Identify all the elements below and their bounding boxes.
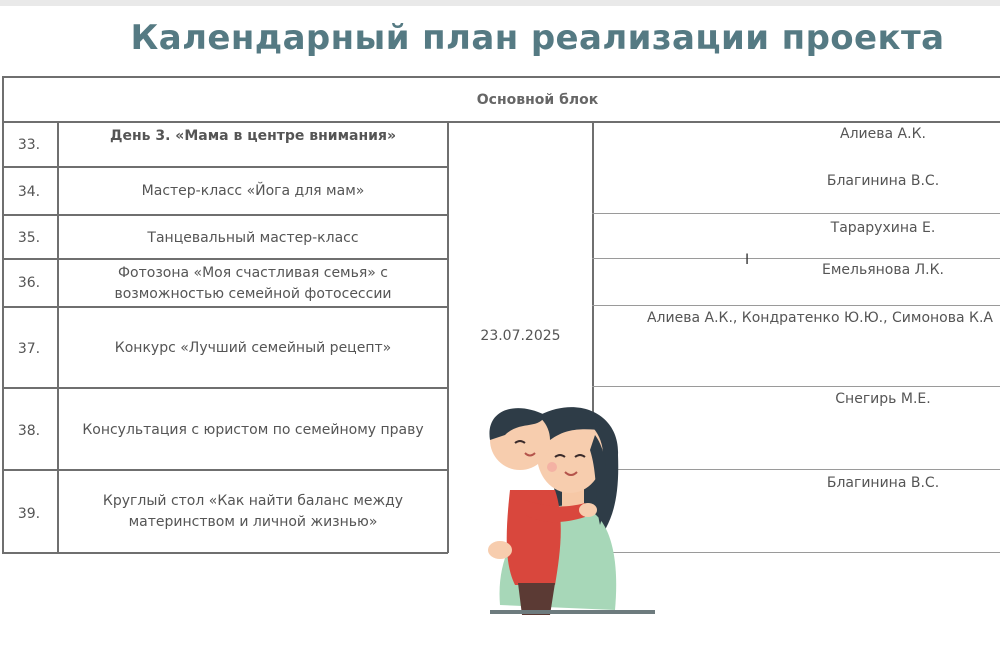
- row-line: [592, 386, 1000, 387]
- row-number: 38.: [17, 423, 41, 439]
- row-number: 36.: [17, 275, 41, 291]
- event-cell: Консультация с юристом по семейному праву: [82, 421, 424, 438]
- responsible-cell: Снегирь М.Е.: [835, 391, 931, 407]
- event-cell: Круглый стол «Как найти баланс между материнством и личной жизнью»: [102, 493, 404, 530]
- event-cell: Конкурс «Лучший семейный рецепт»: [114, 339, 392, 356]
- event-cell: Танцевальный мастер-класс: [147, 229, 359, 246]
- mother-hugging-child-illustration: [470, 395, 660, 625]
- row-number: 37.: [17, 341, 41, 357]
- table-bottom-border: [2, 552, 448, 554]
- responsible-cell: Алиева А.К., Кондратенко Ю.Ю., Симонова К.А: [646, 310, 993, 326]
- row-number: 33.: [17, 137, 41, 153]
- event-cell: День 3. «Мама в центре внимания»: [109, 127, 396, 144]
- row-line: [592, 213, 1000, 214]
- event-cell: Фотозона «Моя счастливая семья» с возможностью семейной фотосессии: [114, 265, 392, 302]
- responsible-cell: Емельянова Л.К.: [821, 262, 944, 278]
- row-line: [592, 258, 1000, 259]
- date-cell: 23.07.2025: [480, 328, 561, 344]
- text-cursor-icon: I: [745, 252, 750, 268]
- responsible-cell: Благинина В.С.: [826, 475, 940, 491]
- section-heading: Основной блок: [476, 92, 599, 108]
- page-title: Календарный план реализации проекта: [130, 18, 945, 58]
- event-cell: Мастер-класс «Йога для мам»: [141, 182, 365, 199]
- responsible-cell: Благинина В.С.: [826, 173, 940, 189]
- row-line: [592, 305, 1000, 306]
- top-border: [0, 0, 1000, 6]
- row-number: 34.: [17, 184, 41, 200]
- row-number: 35.: [17, 230, 41, 246]
- responsible-cell: Тарарухина Е.: [830, 220, 936, 236]
- responsible-cell: Алиева А.К.: [840, 126, 926, 142]
- row-number: 39.: [17, 506, 41, 522]
